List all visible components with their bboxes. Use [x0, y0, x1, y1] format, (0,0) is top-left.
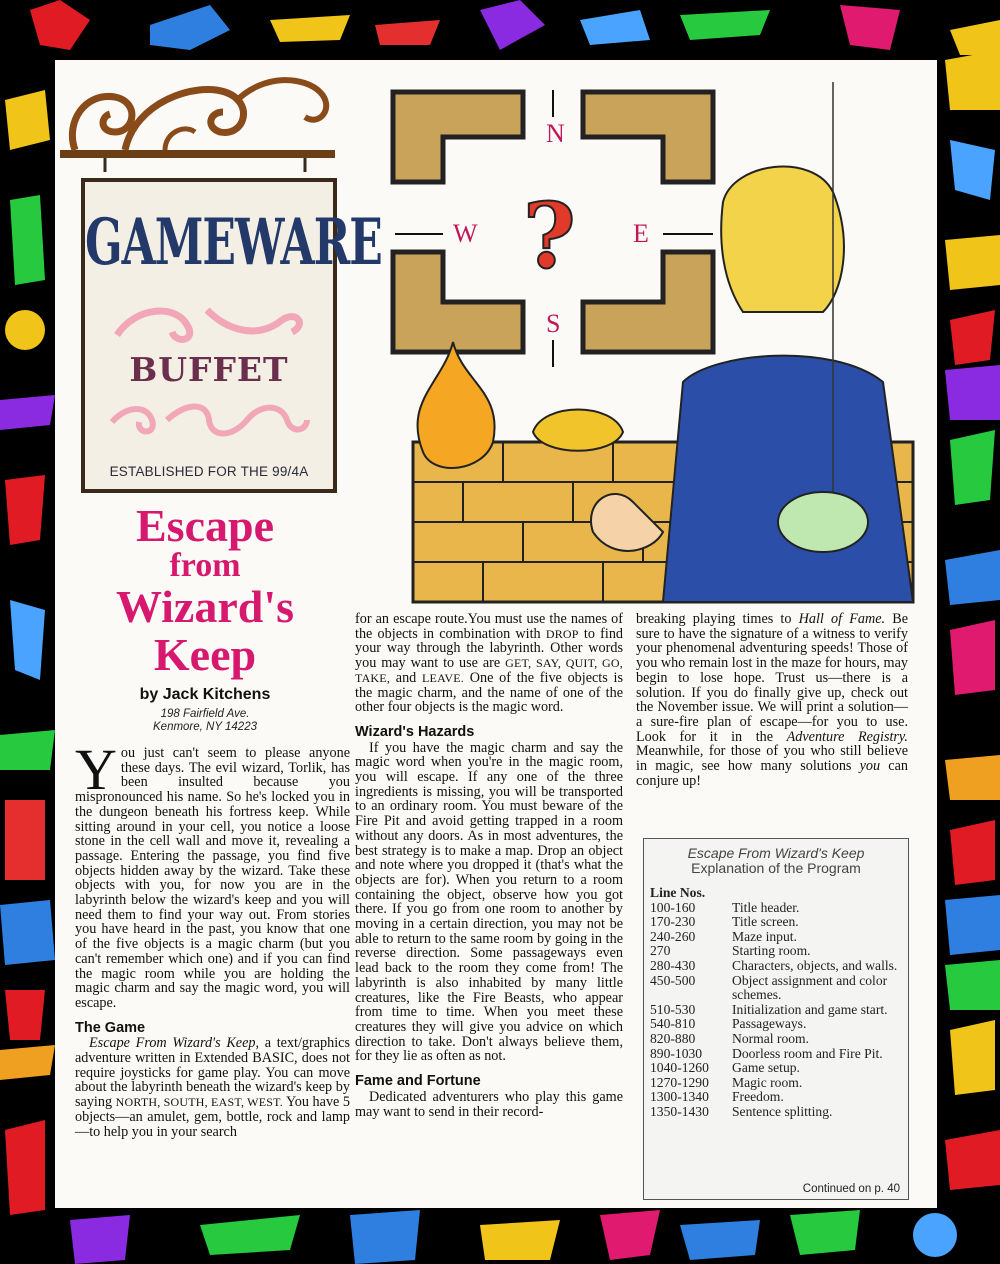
- line-description: Passageways.: [732, 1016, 807, 1032]
- col3-text-c: Meanwhile, for those of you who still believe in magic, see how many solutions: [636, 743, 908, 775]
- line-range: 1350-1430: [650, 1103, 709, 1119]
- author-address: [60, 708, 350, 734]
- line-range: 100-160: [650, 899, 696, 915]
- compass-w: W: [453, 219, 478, 248]
- program-explanation-box: [643, 838, 909, 1200]
- line-range: 890-1030: [650, 1045, 703, 1061]
- game-paragraph: [75, 1036, 350, 1139]
- line-description: Title header.: [732, 899, 800, 915]
- fame-paragraph: Dedicated adventurers who play this game may want to send in their record-: [355, 1088, 623, 1120]
- heading-wizards-hazards: Wizard's Hazards: [355, 723, 475, 740]
- keyword-drop: DROP: [545, 626, 579, 641]
- box-title: Escape From Wizard's Keep: [687, 845, 865, 861]
- table-row: [650, 1047, 902, 1062]
- compass-n: N: [546, 119, 565, 148]
- table-row: [650, 1032, 902, 1047]
- article-title: [60, 502, 350, 678]
- col2-text-c: One of the five objects is the magic charm, and the name of one of the other four objects is the magic word.: [355, 669, 623, 716]
- line-description: Maze input.: [732, 928, 797, 944]
- line-description: Doorless room and Fire Pit.: [732, 1045, 883, 1061]
- col2-text-a: for an escape route.You must use the names of the objects in combination with: [355, 611, 623, 642]
- drop-cap: Y: [75, 737, 117, 802]
- line-range: 240-260: [650, 928, 696, 944]
- hall-of-fame: Hall of Fame.: [798, 611, 886, 627]
- line-description: Object assignment and color schemes.: [732, 972, 888, 1003]
- table-row: [650, 1017, 902, 1032]
- title-line-1: Escape: [136, 500, 274, 551]
- table-row: [650, 901, 902, 916]
- title-line-3: Wizard's: [115, 581, 295, 632]
- table-row: [650, 930, 902, 945]
- col3-paragraph: [636, 612, 908, 788]
- title-line-2: from: [169, 547, 241, 584]
- line-range: 270: [650, 943, 671, 959]
- column-2: [355, 612, 623, 1119]
- line-range: 1300-1340: [650, 1089, 709, 1105]
- sign-established: ESTABLISHED FOR THE 99/4A: [109, 464, 309, 479]
- game-directions: NORTH, SOUTH, EAST, WEST.: [115, 1095, 283, 1110]
- question-mark: ?: [523, 183, 576, 289]
- gameware-buffet-sign: [81, 178, 382, 493]
- col2-text-b: to find your way through the labyrinth. Other words you may want to use are: [355, 625, 624, 672]
- byline: by Jack Kitchens: [139, 686, 271, 703]
- intro-text: ou just can't seem to please anyone these days. The evil wizard, Torlik, has been insulted because you mispronounced his name. So he's locked you in the dungeon beneath his fortress keep. While sitting around in your cell, you notice a loose stone in the cell wall and move it, revealing a passage. Entering the passage, you find five objects hidden away by the wizard. Take these objects with you, for now you are in the labyrinth below the wizard's keep and you will need them to find your way out. From stories you have heard in the past, you know that one of the five objects is a magic charm (but you can't remember which one) and if you can find the magic room while you are holding the magic charm and say the magic word, you will escape.: [75, 745, 350, 1011]
- line-range: 510-530: [650, 1001, 696, 1017]
- line-range: 1040-1260: [650, 1060, 709, 1076]
- col2-continuation: [355, 612, 623, 715]
- sign-bracket-ornament: [55, 62, 340, 172]
- adventurer-hair: [721, 167, 844, 312]
- line-description: Starting room.: [732, 943, 811, 959]
- table-row: [650, 1061, 902, 1076]
- address-line-1: 198 Fairfield Ave.: [160, 708, 250, 720]
- line-description: Initialization and game start.: [732, 1001, 888, 1017]
- keyword-leave: LEAVE.: [422, 670, 464, 685]
- adventure-registry: Adventure Registry.: [786, 728, 908, 745]
- sign-buffet: BUFFET: [129, 350, 289, 389]
- line-range: 540-810: [650, 1016, 696, 1032]
- table-header: Line Nos.: [650, 885, 706, 900]
- address-line-2: Kenmore, NY 14223: [153, 721, 257, 733]
- line-range: 820-880: [650, 1030, 696, 1046]
- game-title-italic: Escape From Wizard's Keep: [89, 1035, 256, 1052]
- col2-and: and: [390, 669, 423, 686]
- line-range: 450-500: [650, 972, 696, 988]
- spider-creature: [778, 492, 868, 552]
- adventurer-body: [663, 356, 913, 602]
- compass-s: S: [546, 309, 561, 338]
- col3-you: you: [859, 758, 881, 775]
- heading-fame-fortune: Fame and Fortune: [355, 1073, 481, 1090]
- table-row: [650, 974, 902, 1003]
- line-description: Characters, objects, and walls.: [732, 957, 898, 973]
- magic-lamp: [533, 410, 623, 451]
- table-row: [650, 1076, 902, 1091]
- intro-paragraph: [75, 737, 350, 1011]
- col3-text-b: Be sure to have the signature of a witness to verify your phenomenal adventuring speeds! Those of you who remain lost in the maze for hours, may begin to lose hope. Trust us—there is a solution. If you do finally give up, check out the November issue. We will print a solution—a sure-fire plan of escape—for you to use. Look for it in the: [636, 611, 909, 745]
- table-row: [650, 1003, 902, 1018]
- line-description: Freedom.: [732, 1089, 784, 1105]
- table-row: [650, 959, 902, 974]
- table-row: [650, 915, 902, 930]
- sign-gameware: GAMEWARE: [85, 206, 382, 280]
- column-3: [636, 612, 908, 788]
- line-range: 280-430: [650, 957, 696, 973]
- fire-beast: [417, 342, 494, 468]
- heading-the-game: The Game: [75, 1019, 146, 1036]
- col3-text-d: can conjure up!: [636, 758, 908, 789]
- table-row: [650, 1090, 902, 1105]
- article-page: [55, 60, 937, 1208]
- col3-text-a: breaking playing times to: [636, 611, 799, 627]
- continued-note: Continued on p. 40: [802, 1183, 900, 1195]
- keyword-list: GET, SAY, QUIT, GO, TAKE,: [355, 656, 623, 685]
- dungeon-illustration: [383, 82, 935, 607]
- table-row: [650, 1105, 902, 1120]
- line-numbers-table: [650, 886, 902, 1120]
- compass-e: E: [633, 219, 649, 248]
- box-subtitle: Explanation of the Program: [691, 860, 861, 876]
- column-1: [75, 737, 350, 1140]
- line-description: Normal room.: [732, 1030, 810, 1046]
- line-description: Magic room.: [732, 1074, 803, 1090]
- line-description: Game setup.: [732, 1060, 800, 1076]
- line-range: 170-230: [650, 914, 696, 930]
- line-description: Title screen.: [732, 914, 799, 930]
- line-range: 1270-1290: [650, 1074, 709, 1090]
- title-line-4: Keep: [153, 629, 257, 680]
- hazards-paragraph: If you have the magic charm and say the magic word when you're in the magic room, you will escape. If any one of the three ingredients is missing, you will be transported to an ordinary room. You must beware of the Fire Pit and avoid getting trapped in a room without any doors. As in most adventures, the best strategy is to make a map. Drop an object and note where you dropped it (that's what the objects are for). When you return to a room containing the object, observe how you got there. If you go from one room to another by moving in a certain direction, you may not be able to return to the same room by going in the reverse direction. Some passageways even lead back to the room they come from! The labyrinth is also inhabited by many little creatures, like the Fire Beasts, who appear from time to time. When you meet these creatures they will give you advice on which direction to take. Don't always believe them, for they lie as often as not.: [355, 739, 623, 1065]
- game-text-1: , a text/graphics adventure written in Extended BASIC, does not require joysticks for game play. You can move about the labyrinth beneath the wizard's keep by saying: [75, 1035, 350, 1111]
- game-text-2: You have 5 objects—an amulet, gem, bottle, rock and lamp—to help you in your search: [75, 1094, 350, 1140]
- pink-scroll-ornament: [107, 300, 312, 345]
- table-row: [650, 944, 902, 959]
- line-description: Sentence splitting.: [732, 1103, 833, 1119]
- pink-scroll-ornament-lower: [107, 400, 312, 440]
